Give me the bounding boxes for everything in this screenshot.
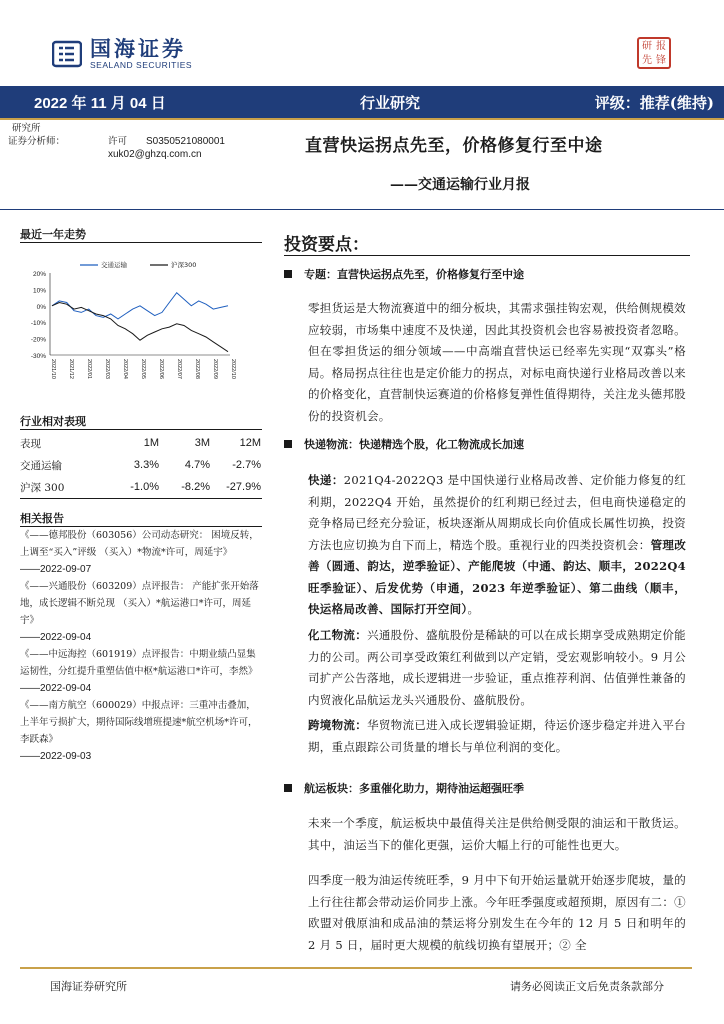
x-tick-label: 2022/03 xyxy=(104,359,110,379)
header-divider xyxy=(0,118,724,120)
y-tick-label: 0% xyxy=(36,303,46,311)
stamp-char: 先 xyxy=(642,55,652,66)
report-link-date: ——2022-09-04 xyxy=(20,632,92,643)
report-subtitle: ——交通运输行业月报 xyxy=(390,177,530,193)
report-link-text: 《——中远海控（601919）点评报告：中期业绩凸显集运韧性，分红提升重塑估值中枢*航运港口*许可，李然》 xyxy=(20,649,258,677)
trend-chart xyxy=(20,255,262,385)
footer-divider xyxy=(20,967,692,969)
sealand-logo-icon xyxy=(52,39,82,69)
analyst-email[interactable]: xuk02@ghzq.com.cn xyxy=(108,149,202,160)
bullet-square-icon xyxy=(284,784,292,792)
analyst-cert: S0350521080001 xyxy=(146,136,225,147)
report-link-date: ——2022-09-04 xyxy=(20,683,92,694)
y-tick-label: -20% xyxy=(30,336,46,344)
x-tick-label: 2022/07 xyxy=(176,359,182,379)
legend-label: 沪深300 xyxy=(171,261,197,269)
related-reports xyxy=(20,527,262,765)
brand-name-en: SEALAND SECURITIES xyxy=(90,60,193,70)
perf-table xyxy=(20,432,262,498)
report-link[interactable] xyxy=(20,578,262,646)
report-rating: 评级：推荐(维持) xyxy=(594,93,714,112)
para-text: 兴通股份、盛航股份是稀缺的可以在成长期享受成熟期定价能力的公司。两公司享受政策红利做到以产定销，受宏观影响较小。9 月公司扩产公告落地，成长逻辑进一步验证，重点推荐利润、估值弹性兼备的内贸液化品航运龙头兴通股份、盛航股份。 xyxy=(308,628,686,707)
trend-heading: 最近一年走势 xyxy=(20,228,86,241)
y-tick-label: 20% xyxy=(32,271,46,278)
stamp-char: 锋 xyxy=(656,55,666,66)
report-link[interactable] xyxy=(20,527,262,578)
paragraph: 未来一个季度，航运板块中最值得关注是供给侧受限的油运和干散货运。其中，油运当下的催化更强，运价大幅上行的可能性也更大。 xyxy=(308,816,686,852)
brand-logo xyxy=(52,36,192,72)
section-title: 快递物流：快递精选个股，化工物流成长加速 xyxy=(304,438,524,451)
report-link-text: 《——兴通股份（603209）点评报告： 产能扩张开始落地，成长逻辑不断兑现 （买入）*航运港口*许可，周延宇》 xyxy=(20,581,259,626)
para-text: 2021Q4-2022Q3 是中国快递行业格局改善、定价能力修复的红利期，2022Q4 开始，虽然提价的红利期已经过去，但电商快递稳定的竞争格局已经充分验证，板块逐渐从周期成长向价值成长属性切换，投资方法也应切换为自下而上，精选个股。重视行业的四类投资机会： xyxy=(308,473,687,552)
main-heading: 投资要点： xyxy=(284,235,369,255)
series-line xyxy=(52,293,228,319)
report-link-date: ——2022-09-07 xyxy=(20,564,92,575)
perf-cell: -8.2% xyxy=(181,481,210,493)
perf-header-cell: 1M xyxy=(143,437,159,449)
x-tick-label: 2021/12 xyxy=(68,359,74,379)
analyst-title-label: 证券分析师： xyxy=(8,136,66,147)
report-link-date: ——2022-09-03 xyxy=(20,751,92,762)
perf-cell: 交通运输 xyxy=(20,459,62,472)
perf-header-row xyxy=(20,432,262,454)
footer-disclaimer: 请务必阅读正文后免责条款部分 xyxy=(510,980,664,993)
perf-header-cell: 3M xyxy=(194,437,210,449)
section-bullet xyxy=(284,266,524,282)
para-text-end: 。 xyxy=(467,602,480,616)
perf-heading: 行业相对表现 xyxy=(20,415,86,428)
perf-row xyxy=(20,454,262,476)
section-title: 专题：直营快运拐点先至，价格修复行至中途 xyxy=(304,268,524,281)
report-link-text: 《——南方航空（600029）中报点评：三重冲击叠加，上半年亏损扩大，期待国际线增班提速*航空机场*许可，李跃森》 xyxy=(20,700,258,745)
bullet-square-icon xyxy=(284,270,292,278)
x-tick-label: 2022/06 xyxy=(158,359,164,379)
perf-cell: 4.7% xyxy=(184,459,210,471)
para-bold: 管理改善（圆通、韵达，逆季验证）、产能爬坡（中通、韵达、顺丰，2022Q4 旺季验证）、后发优势（申通，2023 年逆季验证）、第二曲线（顺丰，快运格局改善、国际打开空间） xyxy=(308,537,686,616)
perf-cell: -2.7% xyxy=(232,459,261,471)
perf-header-cell: 12M xyxy=(239,437,261,449)
perf-cell: -27.9% xyxy=(226,481,261,493)
analyst-dept: 研究所 xyxy=(12,123,41,134)
analyst-name: 许可 xyxy=(108,136,128,147)
title-divider xyxy=(0,209,724,210)
paragraph xyxy=(308,625,686,711)
trend-divider xyxy=(20,242,262,243)
perf-header-cell: 表现 xyxy=(20,437,41,450)
report-category: 行业研究 xyxy=(360,93,421,112)
research-stamp xyxy=(637,37,671,69)
series-line xyxy=(52,303,228,352)
y-tick-label: -10% xyxy=(30,320,46,328)
x-tick-label: 2021/10 xyxy=(50,359,56,379)
report-link[interactable] xyxy=(20,646,262,697)
section-bullet xyxy=(284,436,524,452)
x-tick-label: 2022/10 xyxy=(230,359,236,379)
paragraph xyxy=(308,470,686,621)
perf-cell: 沪深 300 xyxy=(20,481,65,494)
y-tick-label: 10% xyxy=(32,287,46,295)
report-link[interactable] xyxy=(20,697,262,765)
bullet-square-icon xyxy=(284,440,292,448)
y-tick-label: -30% xyxy=(30,353,46,360)
section-bullet xyxy=(284,780,524,796)
stamp-char: 研 xyxy=(642,41,652,52)
perf-divider xyxy=(20,429,262,430)
perf-row xyxy=(20,476,262,498)
legend-label: 交通运输 xyxy=(101,261,127,269)
paragraph: 四季度一般为油运传统旺季，9 月中下旬开始运量就开始逐步爬坡，量的上行往往都会带动运价同步上涨。今年旺季强度或超预期，原因有二：① 欧盟对俄原油和成品油的禁运将分别发生在今年的 12 月 5 日和明年的 2 月 5 日，届时更大规模的航线切换有望展开；② 全 xyxy=(308,873,686,952)
para-lead: 快递： xyxy=(308,473,344,487)
report-title: 直营快运拐点先至，价格修复行至中途 xyxy=(305,136,603,156)
para-lead: 化工物流： xyxy=(308,628,368,642)
perf-cell: -1.0% xyxy=(130,481,159,493)
stamp-char: 报 xyxy=(656,41,666,52)
brand-name-cn: 国海证券 xyxy=(90,37,186,61)
x-tick-label: 2022/08 xyxy=(194,359,200,379)
paragraph xyxy=(308,715,686,758)
x-tick-label: 2022/09 xyxy=(212,359,218,379)
main-heading-divider xyxy=(284,255,690,256)
header-bar xyxy=(0,86,724,118)
section-title: 航运板块：多重催化助力，期待油运超强旺季 xyxy=(304,782,524,795)
paragraph: 零担货运是大物流赛道中的细分板块，其需求强挂钩宏观，供给侧规模效应较弱，市场集中速度不及快递，因此其投资机会也容易被投资者忽略。但在零担货运的细分领域——中高端直营快运已经率先实现“双寡头”格局。格局拐点往往也是定价能力的拐点，对标电商快递行业格局改善以来的价格变化，直营制快运赛道的价格修复弹性值得期待，关注龙头德邦股份的投资机会。 xyxy=(308,301,686,423)
report-date: 2022 年 11 月 04 日 xyxy=(34,94,166,112)
analyst-info xyxy=(8,122,225,161)
reports-heading: 相关报告 xyxy=(20,512,64,525)
x-tick-label: 2022/05 xyxy=(140,359,146,379)
perf-bottom-divider xyxy=(20,498,262,499)
x-tick-label: 2022/04 xyxy=(122,359,128,379)
report-link-text: 《——德邦股份（603056）公司动态研究： 困境反转，上调至“买入”评级 （买入）*物流*许可，周延宇》 xyxy=(20,530,259,558)
perf-cell: 3.3% xyxy=(133,459,159,471)
para-lead: 跨境物流： xyxy=(308,718,368,732)
x-tick-label: 2022/01 xyxy=(86,359,92,379)
footer-org: 国海证券研究所 xyxy=(50,980,127,993)
para-text: 华贸物流已进入成长逻辑验证期，待运价逐步稳定并进入平台期，重点跟踪公司货量的增长与单位利润的变化。 xyxy=(308,718,686,754)
